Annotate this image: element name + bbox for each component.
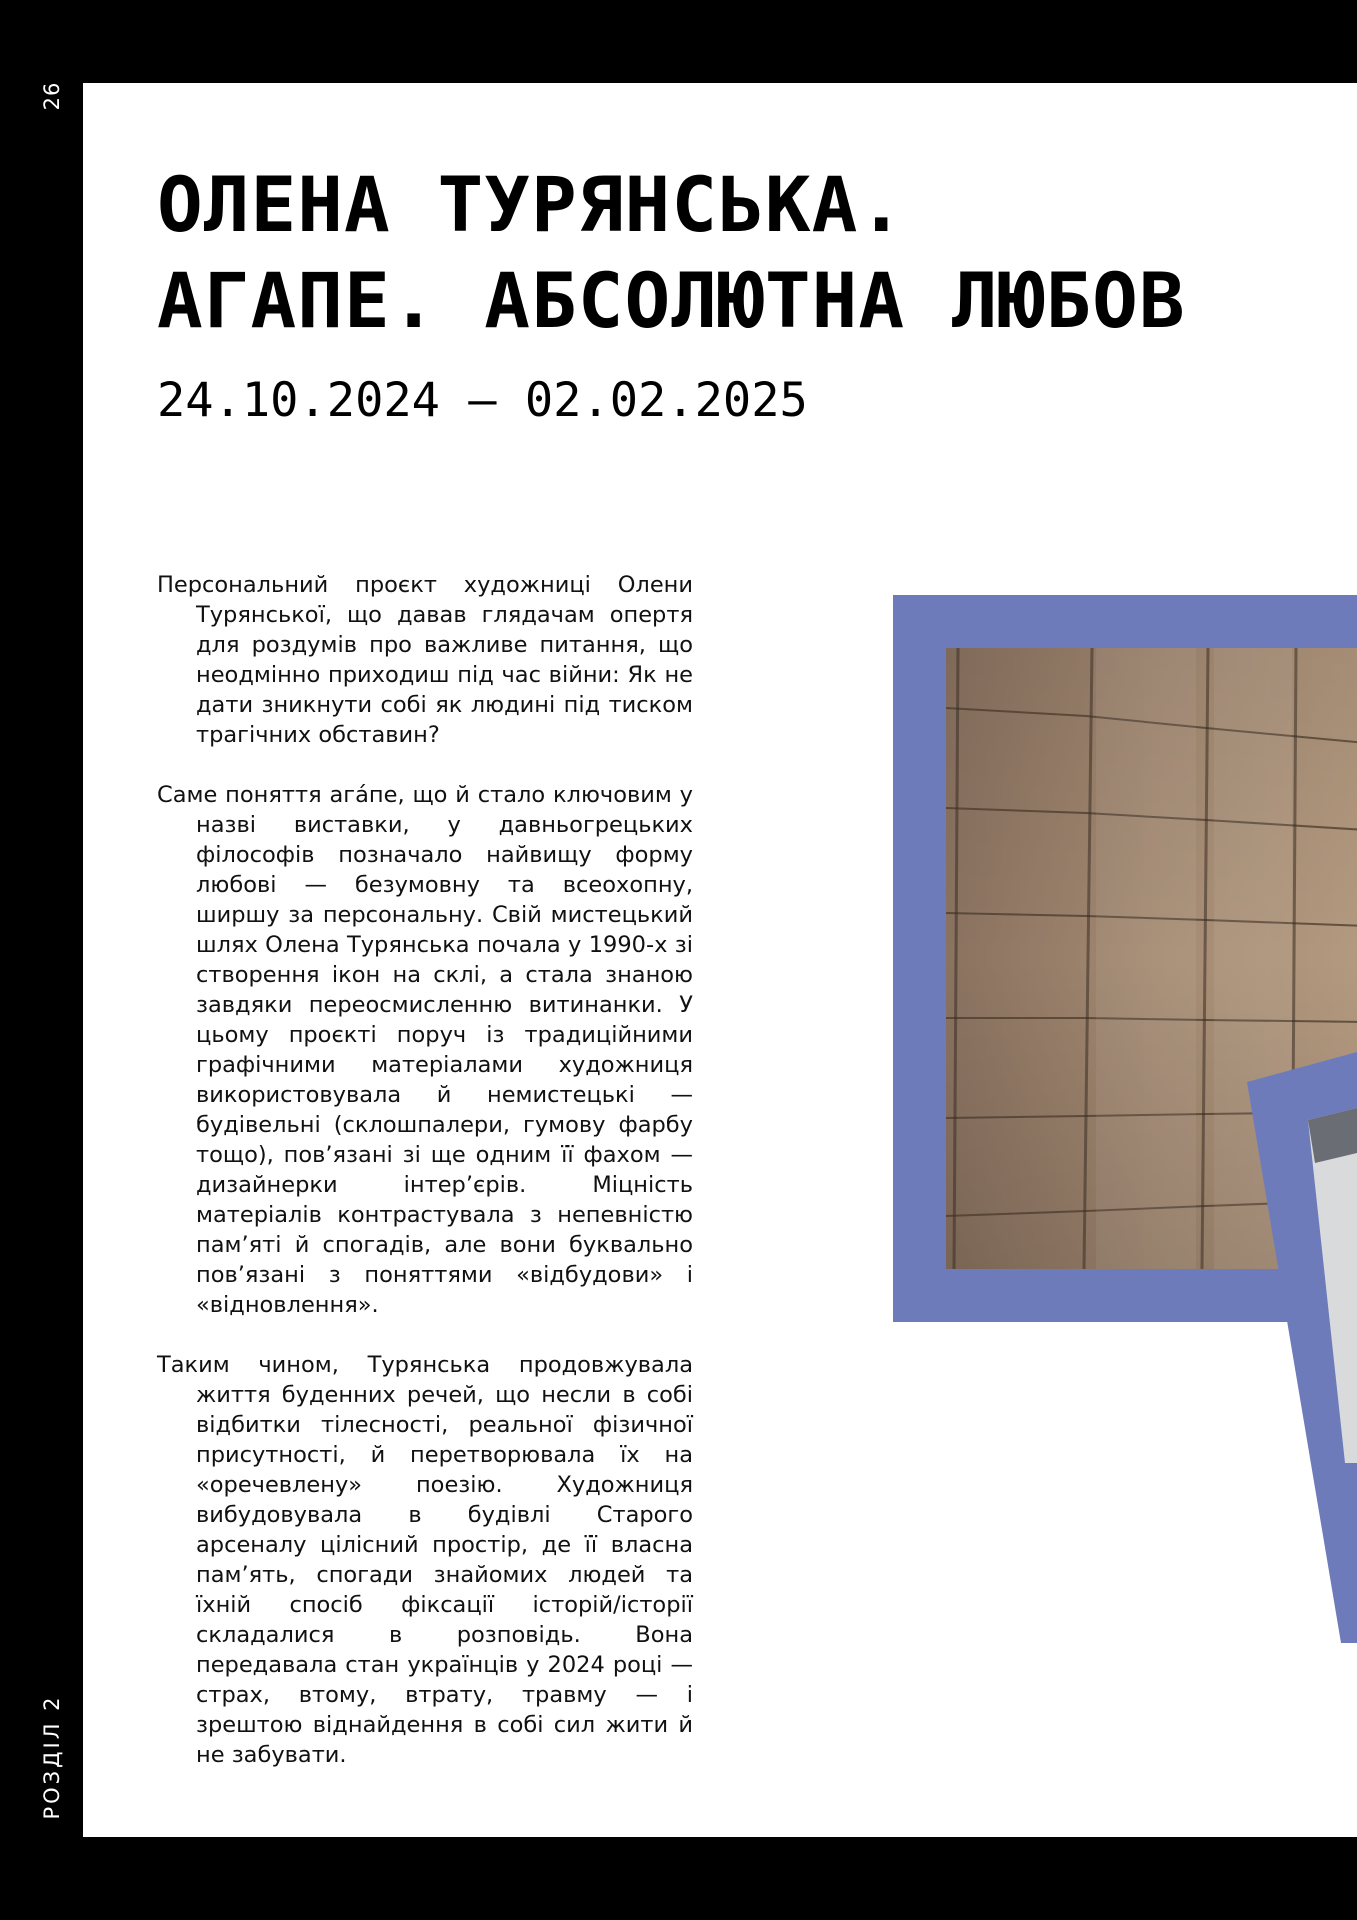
paragraph-1: Персональний проєкт художниці Олени Турянської, що давав глядачам опертя для роздумів про важливе питання, що неодмінно приходиш під час війни: Як не дати зникнути собі як людині під тиском трагічних обставин? <box>157 572 693 748</box>
photo-frame <box>893 595 1357 1322</box>
installation-photo <box>946 648 1357 1269</box>
exhibition-dates: 24.10.2024 — 02.02.2025 <box>157 373 808 428</box>
cardboard-panels-image <box>946 648 1357 1269</box>
paragraph-3: Таким чином, Турянська продовжувала життя буденних речей, що несли в собі відбитки тілесності, реальної фізичної присутності, й перетворювала їх на «оречевлену» поезію. Художниця вибудовувала в будівлі Старого арсеналу цілісний простір, де її власна пам’ять, спогади знайомих людей та їхній спосіб фіксації історій/історії складалися в розповідь. Вона передавала стан українців у 2024 році — страх, втому, втрату, травму — і зрештою віднайдення в собі сил жити й не забувати. <box>157 1352 693 1768</box>
title-line-2: АГАПЕ. АБСОЛЮТНА ЛЮБОВ <box>157 256 1186 345</box>
page-title <box>157 157 1186 349</box>
page <box>83 83 1357 1837</box>
page-number: 26 <box>40 81 64 111</box>
title-line-1: ОЛЕНА ТУРЯНСЬКА. <box>157 160 906 249</box>
article-body <box>157 570 693 1800</box>
section-label: РОЗДІЛ 2 <box>40 1694 64 1820</box>
paragraph-2: Саме поняття ага́пе, що й стало ключовим у назві виставки, у давньогрецьких філософів позначало найвищу форму любові — безумовну та всеохопну, ширшу за персональну. Свій мистецький шлях Олена Турянська почала у 1990-х зі створення ікон на склі, а стала знаною завдяки переосмисленню витинанки. У цьому проєкті поруч із традиційними графічними матеріалами художниця використовувала й немистецькі — будівельні (склошпалери, гумову фарбу тощо), пов’язані зі ще одним її фахом — дизайнерки інтер’єрів. Міцність матеріалів контрастувала з непевністю пам’яті й спогадів, але вони буквально пов’язані з поняттями «відбудови» і «відновлення». <box>157 782 693 1318</box>
